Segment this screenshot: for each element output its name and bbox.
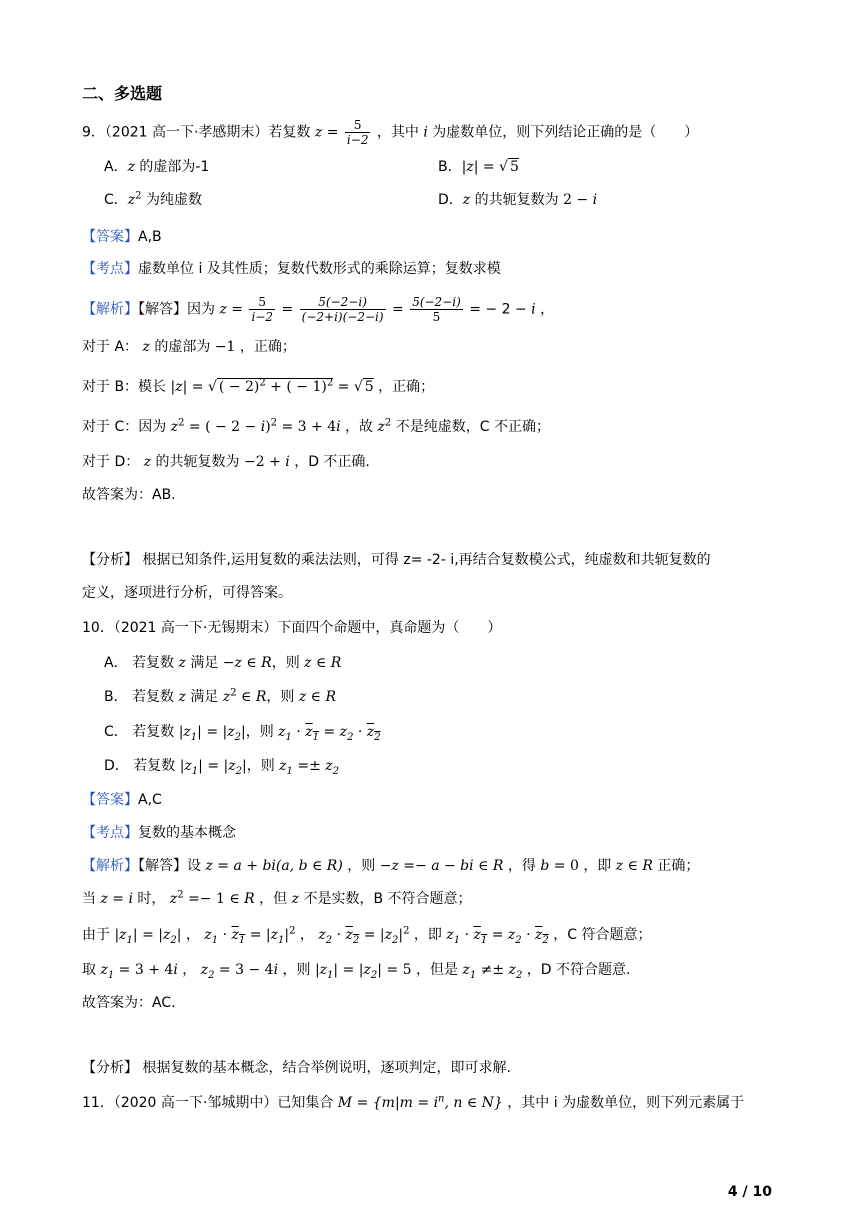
jiexi-tag: 【解析】 xyxy=(82,858,138,874)
option-letter: B． xyxy=(438,159,462,175)
q10-step-4: 取 $z_1 = 3 + 4i$ ， $z_2 = 3 - 4i$ ，则 $|z_1| = |z_2| = 5$ ，但是 $z_1 \ne\pm z_2$ ，D 不符合题意. xyxy=(82,962,631,981)
q11-stem: 11．（2020 高一下·邹城期中）已知集合 $M = \{m|m = i^n$, n ∈ N} ，其中 i 为虚数单位，则下列元素属于 xyxy=(82,1093,745,1111)
option-text: C． 若复数 xyxy=(104,724,175,740)
step-text: 不是纯虚数，C 不正确； xyxy=(395,419,550,435)
step-text: 当 xyxy=(82,891,96,907)
q9-step-c: 对于 C：因为 $z^2$ = ( − 2 − i)$^2$ = 3 + 4i ，故 $z^2$ 不是纯虚数，C 不正确； xyxy=(82,417,550,435)
answer-value: A,C xyxy=(138,792,162,808)
step-text: ，但 xyxy=(259,891,288,907)
kaodian-tag: 【考点】 xyxy=(82,261,138,277)
step-text: ，D 不正确. xyxy=(294,454,370,470)
q10-jiexi: 【解析】【解答】设 z = a + bi(a, b ∈ R) ，则 −z =− a − bi ∈ R ，得 b = 0 ，即 z ∈ R 正确； xyxy=(82,858,700,874)
step-text: 由于 xyxy=(82,927,110,943)
answer-value: A,B xyxy=(138,229,162,245)
kaodian-text: 复数的基本概念 xyxy=(138,825,236,841)
q9-step-b: 对于 B：模长 |z| = √ ( − 2)$^2$ + ( − 1)$^2$ = √ 5 ，正确； xyxy=(82,377,435,395)
step-text: 时， xyxy=(137,891,166,907)
option-text: 的共轭复数为 xyxy=(474,192,559,208)
option-text: 的虚部为-1 xyxy=(139,159,210,175)
step-text: 【解答】设 xyxy=(138,858,201,874)
option-text: ，则 xyxy=(245,724,274,740)
step-text: 对于 B：模长 xyxy=(82,379,167,395)
q9-option-a[interactable]: A．z 的虚部为-1 xyxy=(104,159,210,175)
q9-stem-post: ，其中 xyxy=(376,124,419,141)
option-text: B． 若复数 xyxy=(104,689,175,705)
q10-option-c[interactable]: C． 若复数 $|z_1| = |z_2|$，则 $z_1 \cdot z_1 = z_2 \cdot z_2$ xyxy=(104,724,381,743)
step-text: 对于 A： xyxy=(82,339,139,355)
step-text: 对于 C：因为 xyxy=(82,419,167,435)
step-text: ， xyxy=(185,927,200,943)
q9-conclusion: 故答案为：AB. xyxy=(82,487,176,503)
q10-fenxi: 【分析】 根据复数的基本概念，结合举例说明，逐项判定，即可求解. xyxy=(82,1060,511,1076)
step-text: ，则 xyxy=(282,962,311,978)
step-text: 取 xyxy=(82,962,96,978)
q10-stem: 10．（2021 高一下·无锡期末）下面四个命题中，真命题为（ ） xyxy=(82,620,502,636)
option-text: 满足 xyxy=(190,689,219,705)
step-text: ，其中 i 为虚数单位，则下列元素属于 xyxy=(507,1095,745,1111)
q10-conclusion: 故答案为：AC. xyxy=(82,995,176,1011)
q10-option-a[interactable]: A． 若复数 z 满足 −z ∈ R，则 z ∈ R xyxy=(104,655,342,671)
step-text: ，故 xyxy=(345,419,374,435)
step-text: 对于 D： xyxy=(82,454,140,470)
step-text: ，得 xyxy=(507,858,536,874)
section-title: 二、多选题 xyxy=(82,84,163,103)
step-text: ，正确； xyxy=(239,339,296,355)
kaodian-tag: 【考点】 xyxy=(82,825,138,841)
step-text: ， xyxy=(182,962,197,978)
option-text: ，则 xyxy=(271,655,300,671)
q9-fraction: $\frac{5}{i-2}$ xyxy=(346,118,369,147)
q10-step-3: 由于 $|z_1| = |z_2|$ ， $z_1 \cdot z_1 = |z_1|^2$ ， $z_2 \cdot z_2 = |z_2|^2$ ，即 $z_1 \cdot z_1 = z_2 \cdot z_2$ ，C 符合题意； xyxy=(82,925,652,946)
option-text: 为纯虚数 xyxy=(146,192,202,208)
q9-option-b[interactable]: B．|z| = √ 5 xyxy=(438,159,519,175)
q9-kaodian xyxy=(82,259,860,281)
step-text: 正确； xyxy=(657,858,700,874)
option-letter: D． xyxy=(438,192,463,208)
step-text: 11．（2020 高一下·邹城期中）已知集合 xyxy=(82,1095,334,1111)
q10-option-d[interactable]: D． 若复数 $|z_1| = |z_2|$，则 $z_1 =\pm z_2$ xyxy=(104,758,340,777)
q9-fenxi-line2: 定义，逐项进行分析，可得答案。 xyxy=(82,585,292,601)
step-text: 的共轭复数为 xyxy=(155,454,240,470)
option-text: ，则 xyxy=(246,758,275,774)
answer-tag: 【答案】 xyxy=(82,792,138,808)
option-text: D． 若复数 xyxy=(104,758,176,774)
step-text: ， xyxy=(299,927,314,943)
step-text: 的虚部为 xyxy=(154,339,211,355)
q9-jiexi: 【解析】【解答】因为 z = $\frac{5}{i-2}$ = $\frac{5(-2-i)}{(-2+i)(-2-i)}$ = $\frac{5(-2-i)}{5}$ = − 2 − i ， xyxy=(82,295,555,324)
jiexi-tag: 【解析】 xyxy=(82,301,138,318)
q9-stem-post2: 为虚数单位，则下列结论正确的是（ ） xyxy=(432,124,699,141)
q9-stem-pre: 9．（2021 高一下·孝感期末）若复数 xyxy=(82,124,311,141)
q9-fenxi-line1: 【分析】 根据已知条件,运用复数的乘法法则，可得 z= -2- i,再结合复数模公式，纯虚数和共轭复数的 xyxy=(82,552,711,568)
q9-stem: 9．（2021 高一下·孝感期末）若复数 z = $\frac{5}{i-2}$ ，其中 i 为虚数单位，则下列结论正确的是（ ） xyxy=(82,118,699,147)
option-text: A． 若复数 xyxy=(104,655,175,671)
q9-answer xyxy=(82,227,860,249)
q9-option-d[interactable]: D．z 的共轭复数为 2 − i xyxy=(438,192,598,208)
option-text: ，则 xyxy=(266,689,295,705)
step-text: ，则 xyxy=(347,858,376,874)
q9-option-c[interactable]: C．$z^2$ 为纯虚数 xyxy=(104,190,202,208)
option-text: 满足 xyxy=(190,655,219,671)
step-text: ，D 不符合题意. xyxy=(526,962,631,978)
page-number: 4 / 10 xyxy=(727,1184,772,1200)
q10-answer xyxy=(82,790,860,812)
q10-step-2: 当 z = i 时， $z^2 =- 1$ ∈ R ，但 z 不是实数，B 不符合题意； xyxy=(82,889,472,907)
q10-kaodian xyxy=(82,823,860,845)
step-text: ，正确； xyxy=(378,379,435,395)
option-letter: C． xyxy=(104,192,128,208)
step-text: 不是实数，B 不符合题意； xyxy=(303,891,472,907)
q10-option-b[interactable]: B． 若复数 z 满足 $z^2$ ∈ R，则 z ∈ R xyxy=(104,687,337,705)
option-letter: A． xyxy=(104,159,128,175)
step-text: ，即 xyxy=(583,858,612,874)
answer-tag: 【答案】 xyxy=(82,229,138,245)
step-text: ，即 xyxy=(413,927,442,943)
q9-step-d: 对于 D： z 的共轭复数为 −2 + i ，D 不正确. xyxy=(82,454,370,470)
kaodian-text: 虚数单位 i 及其性质；复数代数形式的乘除运算；复数求模 xyxy=(138,261,501,277)
q9-step-a: 对于 A： z 的虚部为 −1 ，正确； xyxy=(82,339,296,355)
step-text: ，C 符合题意； xyxy=(553,927,652,943)
jiexi-head: 【解答】因为 xyxy=(138,301,215,318)
step-text: ，但是 xyxy=(415,962,458,978)
